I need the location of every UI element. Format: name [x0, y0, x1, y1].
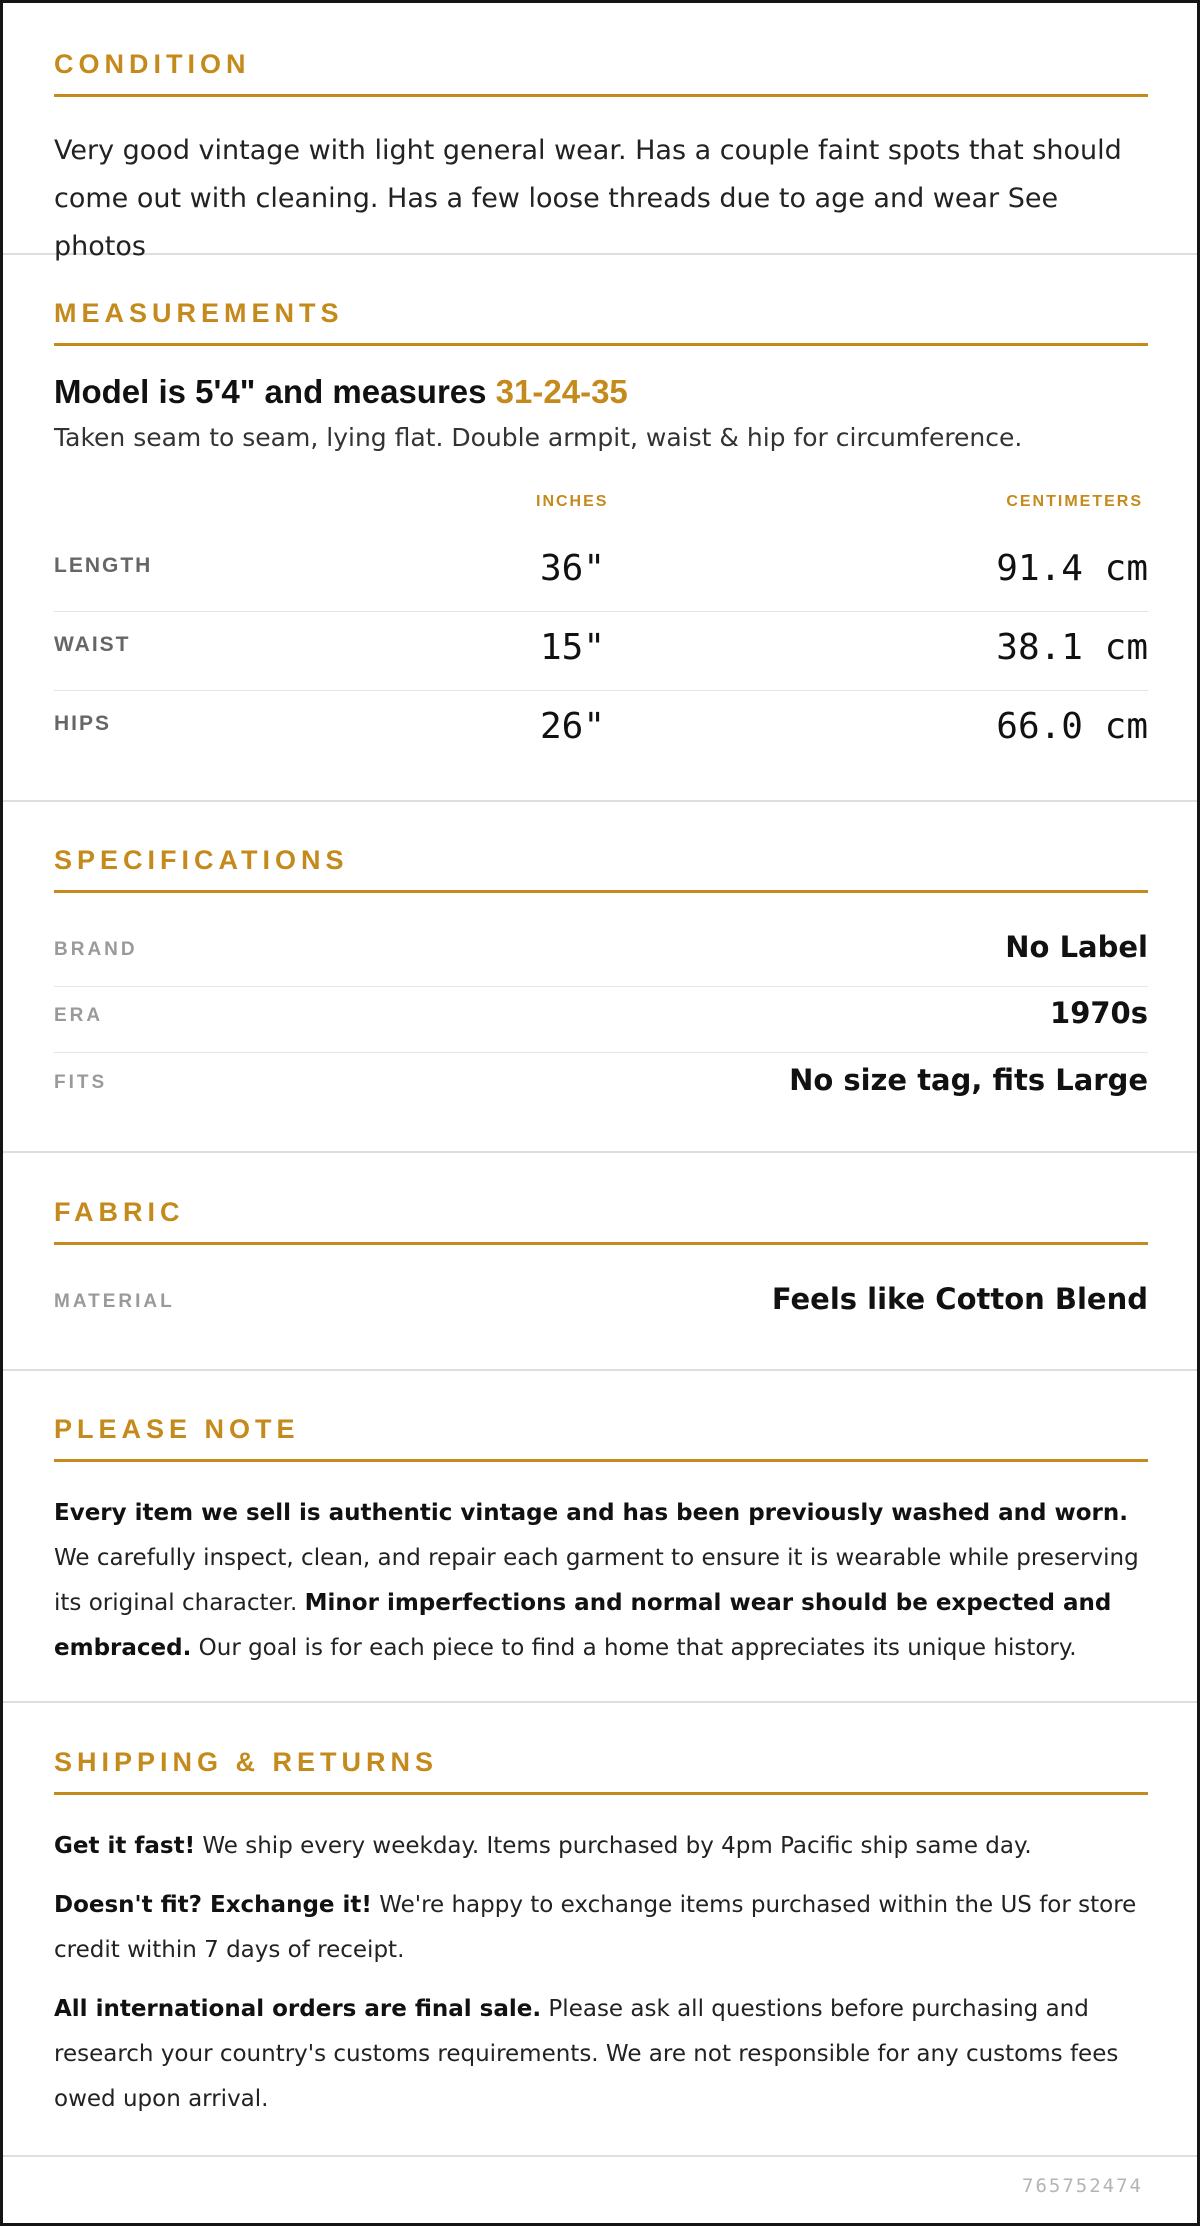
- please-note-heading: PLEASE NOTE: [54, 1414, 300, 1444]
- measurement-inches: 15": [540, 627, 606, 668]
- measurement-cm: 38.1 cm: [996, 627, 1148, 668]
- shipping-item-bold: Doesn't fit? Exchange it!: [54, 1892, 372, 1918]
- measurement-inches: 36": [540, 548, 606, 589]
- spec-value: No Label: [1005, 930, 1148, 964]
- note-text-1: We carefully inspect, clean, and repair each garment to ensure it is wearable while preserving its original character.: [54, 1545, 1139, 1616]
- spec-label: BRAND: [54, 939, 138, 960]
- measurement-row: [54, 690, 1148, 769]
- condition-heading: CONDITION: [54, 49, 251, 79]
- fabric-label: MATERIAL: [54, 1291, 175, 1312]
- spec-row: [54, 986, 1148, 1053]
- shipping-item-text: We ship every weekday. Items purchased by 4pm Pacific ship same day.: [195, 1833, 1032, 1859]
- fabric-rule: [54, 1242, 1148, 1245]
- shipping-item-text: We're happy to exchange items purchased within the US for store credit within 7 days of receipt.: [54, 1892, 1137, 1963]
- measurement-label: HIPS: [54, 712, 112, 735]
- note-text-2: Our goal is for each piece to find a home that appreciates its unique history.: [191, 1635, 1077, 1661]
- cm-column-header: CENTIMETERS: [1006, 493, 1143, 510]
- spec-value: No size tag, fits Large: [789, 1063, 1148, 1097]
- model-prefix: Model is 5'4" and measures: [54, 373, 496, 410]
- model-measurements: [54, 373, 628, 411]
- model-accent: 31-24-35: [495, 373, 628, 410]
- please-note-text: [54, 1491, 1154, 1671]
- measurement-row: [54, 532, 1148, 612]
- condition-rule: [54, 94, 1148, 97]
- fabric-section: [3, 1153, 1197, 1371]
- inches-column-header: INCHES: [536, 493, 609, 510]
- please-note-rule: [54, 1459, 1148, 1462]
- shipping-heading: SHIPPING & RETURNS: [54, 1747, 439, 1777]
- spec-row: [54, 920, 1148, 987]
- note-bold-1: Every item we sell is authentic vintage and has been previously washed and worn.: [54, 1500, 1128, 1526]
- measurement-label: LENGTH: [54, 554, 153, 577]
- measurement-row: [54, 611, 1148, 691]
- measurements-heading: MEASUREMENTS: [54, 298, 344, 328]
- fabric-heading: FABRIC: [54, 1197, 185, 1227]
- fabric-row: [54, 1272, 1148, 1338]
- measurement-note: Taken seam to seam, lying flat. Double armpit, waist & hip for circumference.: [54, 423, 1023, 452]
- spec-label: ERA: [54, 1005, 104, 1026]
- shipping-item: [54, 1987, 1154, 2122]
- note-bold-2: Minor imperfections and normal wear should be expected and embraced.: [54, 1590, 1112, 1661]
- shipping-item: [54, 1883, 1154, 1973]
- spec-row: [54, 1053, 1148, 1119]
- specifications-heading: SPECIFICATIONS: [54, 845, 349, 875]
- measurements-rule: [54, 343, 1148, 346]
- specifications-rule: [54, 890, 1148, 893]
- measurement-label: WAIST: [54, 633, 131, 656]
- shipping-item-text: Please ask all questions before purchasing and research your country's customs requirements. We are not responsible for any customs fees owed upon arrival.: [54, 1996, 1119, 2112]
- spec-value: 1970s: [1050, 996, 1148, 1030]
- shipping-item: [54, 1824, 1154, 1869]
- product-id: 765752474: [1022, 2175, 1143, 2197]
- shipping-item-bold: All international orders are final sale.: [54, 1996, 542, 2022]
- shipping-item-bold: Get it fast!: [54, 1833, 196, 1859]
- condition-text: Very good vintage with light general wear. Has a couple faint spots that should come out with cleaning. Has a few loose threads due to age and wear See photos: [54, 135, 1122, 262]
- fabric-value: Feels like Cotton Blend: [771, 1282, 1148, 1316]
- measurement-cm: 91.4 cm: [996, 548, 1148, 589]
- measurement-cm: 66.0 cm: [996, 706, 1148, 747]
- measurement-inches: 26": [540, 706, 606, 747]
- spec-label: FITS: [54, 1072, 108, 1093]
- shipping-rule: [54, 1792, 1148, 1795]
